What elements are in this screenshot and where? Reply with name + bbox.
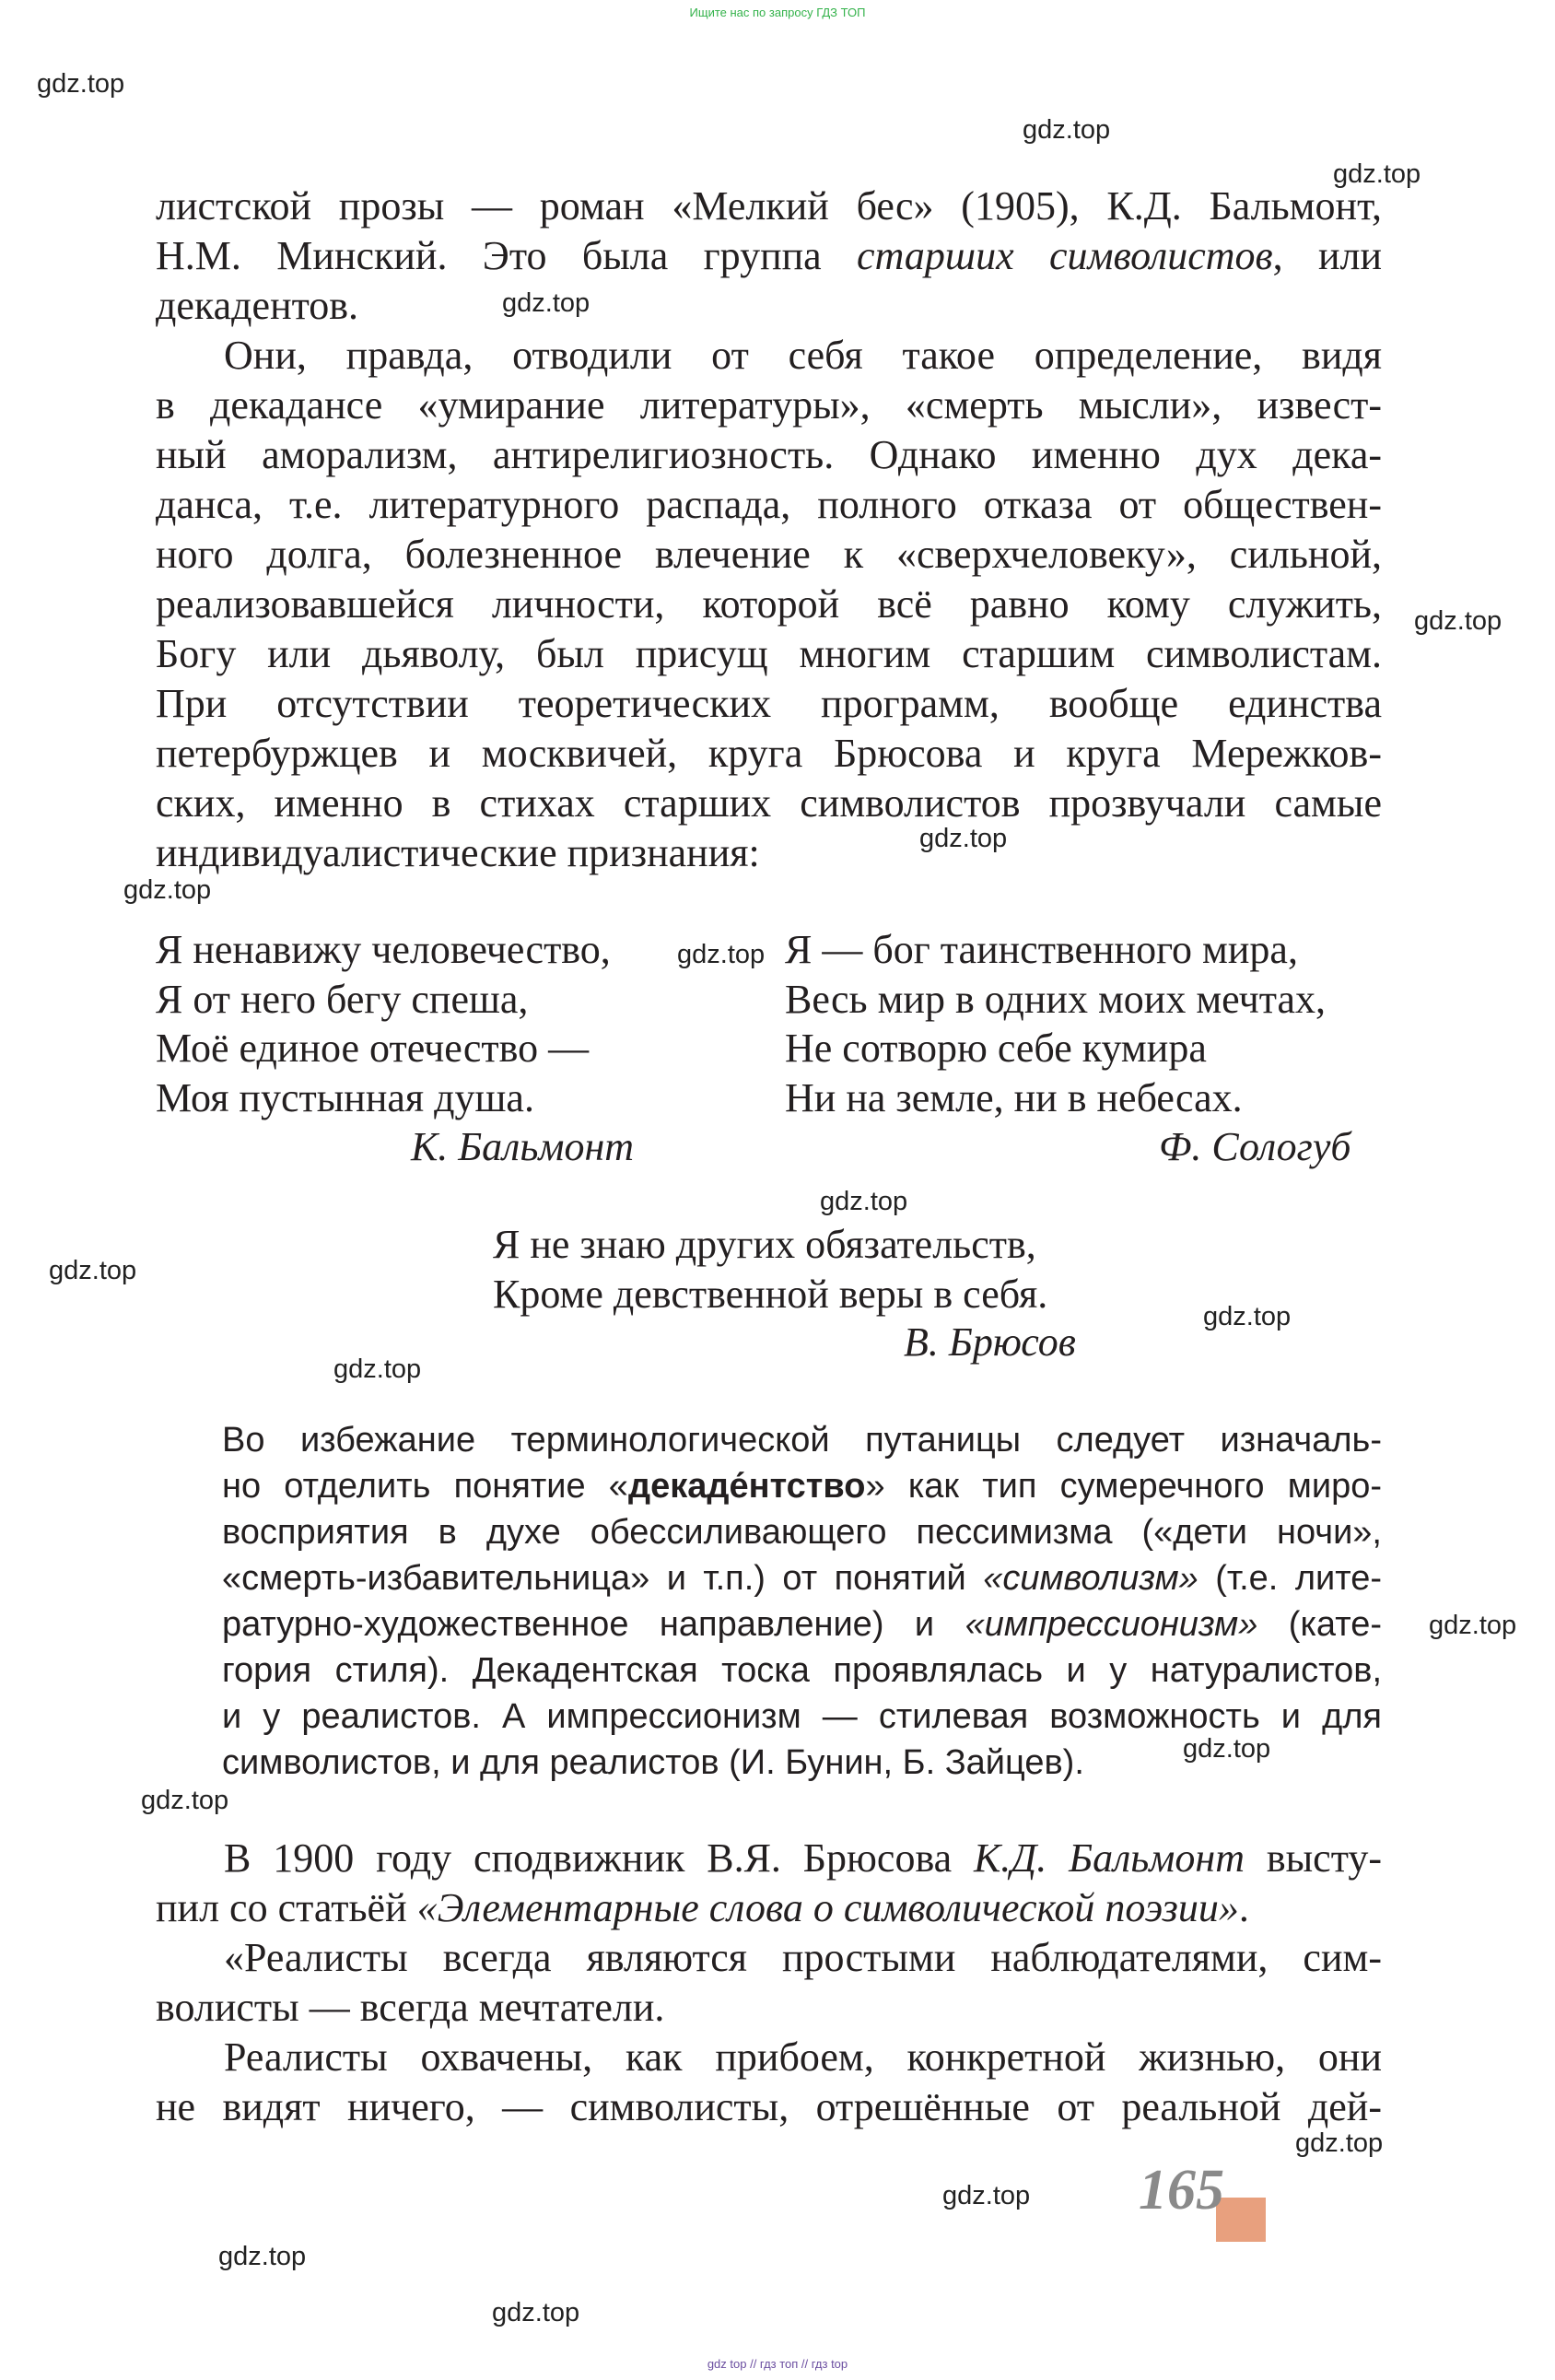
poem-author: К. Бальмонт xyxy=(411,1124,635,1169)
text-line: данса, т.е. литературного распада, полного отказа от обществен- xyxy=(156,482,1382,527)
watermark: gdz.top xyxy=(141,1786,229,1815)
note-line: гория стиля). Декадентская тоска проявлялась и у натуралистов, xyxy=(222,1651,1382,1690)
text-line: пил со статьёй «Элементарные слова о символической поэзии». xyxy=(156,1885,1249,1930)
note-line: символистов, и для реалистов (И. Бунин, Б. Зайцев). xyxy=(222,1743,1084,1782)
watermark: gdz.top xyxy=(1295,2128,1384,2158)
text-line: Они, правда, отводили от себя такое определение, видя xyxy=(224,333,1382,378)
watermark: gdz.top xyxy=(942,2181,1031,2210)
paragraph-3 xyxy=(156,1834,1382,1933)
watermark: gdz.top xyxy=(123,875,212,905)
note-line: и у реалистов. А импрессионизм — стилевая возможность и для xyxy=(222,1697,1382,1736)
bottom-banner: gdz top // гдз топ // гдз top xyxy=(707,2357,848,2371)
term-decadentstvo: декаде́нтство xyxy=(627,1467,866,1506)
text-line: Реалисты охвачены, как прибоем, конкретной жизнью, они xyxy=(224,2034,1382,2080)
poem-line: Я — бог таинственного мира, xyxy=(785,927,1298,972)
poem-line: Моё единое отечество — xyxy=(156,1026,590,1071)
watermark: gdz.top xyxy=(502,288,590,318)
watermark: gdz.top xyxy=(1414,606,1502,636)
paragraph-2 xyxy=(156,331,1382,878)
paragraph-4 xyxy=(156,1933,1382,2033)
text-line: Богу или дьяволу, был присущ многим старшим символистам. xyxy=(156,631,1382,676)
terminology-note xyxy=(222,1417,1382,1786)
poem-bryusov xyxy=(493,1220,1047,1319)
text-line: ный аморализм, антирелигиозность. Однако именно дух дека- xyxy=(156,432,1382,477)
text-line: декадентов. xyxy=(156,283,359,328)
text-line: не видят ничего, — символисты, отрешённые от реальной дей- xyxy=(156,2084,1382,2129)
watermark: gdz.top xyxy=(37,69,125,99)
watermark: gdz.top xyxy=(492,2298,580,2327)
watermark: gdz.top xyxy=(919,824,1008,853)
poem-balmont xyxy=(156,925,611,1122)
paragraph-1 xyxy=(156,182,1382,331)
watermark: gdz.top xyxy=(49,1256,137,1285)
text-line: ного долга, болезненное влечение к «сверхчеловеку», сильной, xyxy=(156,532,1382,577)
emphasis: старших символистов xyxy=(857,233,1273,278)
text-line: листской прозы — роман «Мелкий бес» (1905), К.Д. Бальмонт, xyxy=(156,183,1382,229)
poem-line: Я не знаю других обязательств, xyxy=(493,1222,1036,1267)
watermark: gdz.top xyxy=(1429,1611,1517,1640)
poem-line: Не сотворю себе кумира xyxy=(785,1026,1207,1071)
text-line: волисты — всегда мечтатели. xyxy=(156,1985,665,2030)
poem-line: Ни на земле, ни в небесах. xyxy=(785,1074,1243,1120)
text-line: Н.М. Минский. Это была группа старших символистов, или xyxy=(156,233,1382,278)
paragraph-5 xyxy=(156,2033,1382,2132)
term-symbolism: «символизм» xyxy=(983,1559,1198,1598)
watermark: gdz.top xyxy=(218,2242,307,2271)
text-line: петербуржцев и москвичей, круга Брюсова и круга Мережков- xyxy=(156,731,1382,776)
article-title: «Элементарные слова о символической поэзии» xyxy=(416,1885,1239,1930)
text-line: «Реалисты всегда являются простыми наблюдателями, сим- xyxy=(224,1935,1382,1980)
poem-line: Кроме девственной веры в себя. xyxy=(493,1271,1048,1317)
poem-sologub xyxy=(785,925,1326,1122)
poem-author: Ф. Сологуб xyxy=(1159,1124,1351,1169)
note-line: «смерть-избавительница» и т.п.) от понятий «символизм» (т.е. лите- xyxy=(222,1559,1382,1598)
text-line: При отсутствии теоретических программ, вообще единства xyxy=(156,681,1382,726)
text-line: ских, именно в стихах старших символистов прозвучали самые xyxy=(156,780,1382,826)
page-number: 165 xyxy=(1139,2159,1224,2222)
text-line: реализовавшейся личности, которой всё равно кому служить, xyxy=(156,581,1382,627)
poem-line: Весь мир в одних моих мечтах, xyxy=(785,976,1327,1022)
text-line: индивидуалистические признания: xyxy=(156,830,760,875)
watermark: gdz.top xyxy=(820,1187,908,1216)
watermark: gdz.top xyxy=(1203,1302,1292,1331)
watermark: gdz.top xyxy=(1023,115,1111,145)
top-banner: Ищите нас по запросу ГДЗ ТОП xyxy=(689,6,866,19)
poem-line: Я от него бегу спеша, xyxy=(156,976,529,1022)
poem-author: В. Брюсов xyxy=(904,1319,1076,1365)
note-line: но отделить понятие «декаде́нтство» как тип сумеречного миро- xyxy=(222,1467,1382,1506)
watermark: gdz.top xyxy=(677,940,766,969)
watermark: gdz.top xyxy=(333,1354,422,1384)
note-line: ратурно-художественное направление) и «импрессионизм» (кате- xyxy=(222,1605,1382,1644)
poem-line: Я ненавижу человечество, xyxy=(156,927,611,972)
emphasis: К.Д. Бальмонт xyxy=(974,1835,1245,1881)
text-line: в декадансе «умирание литературы», «смерть мысли», извест- xyxy=(156,382,1382,428)
text-line: В 1900 году сподвижник В.Я. Брюсова К.Д. Бальмонт высту- xyxy=(224,1835,1382,1881)
note-line: восприятия в духе обессиливающего пессимизма («дети ночи», xyxy=(222,1513,1382,1552)
term-impressionism: «импрессионизм» xyxy=(965,1605,1258,1644)
note-line: Во избежание терминологической путаницы следует изначаль- xyxy=(222,1421,1382,1460)
watermark: gdz.top xyxy=(1183,1734,1271,1764)
poem-line: Моя пустынная душа. xyxy=(156,1074,534,1120)
watermark: gdz.top xyxy=(1333,159,1421,189)
